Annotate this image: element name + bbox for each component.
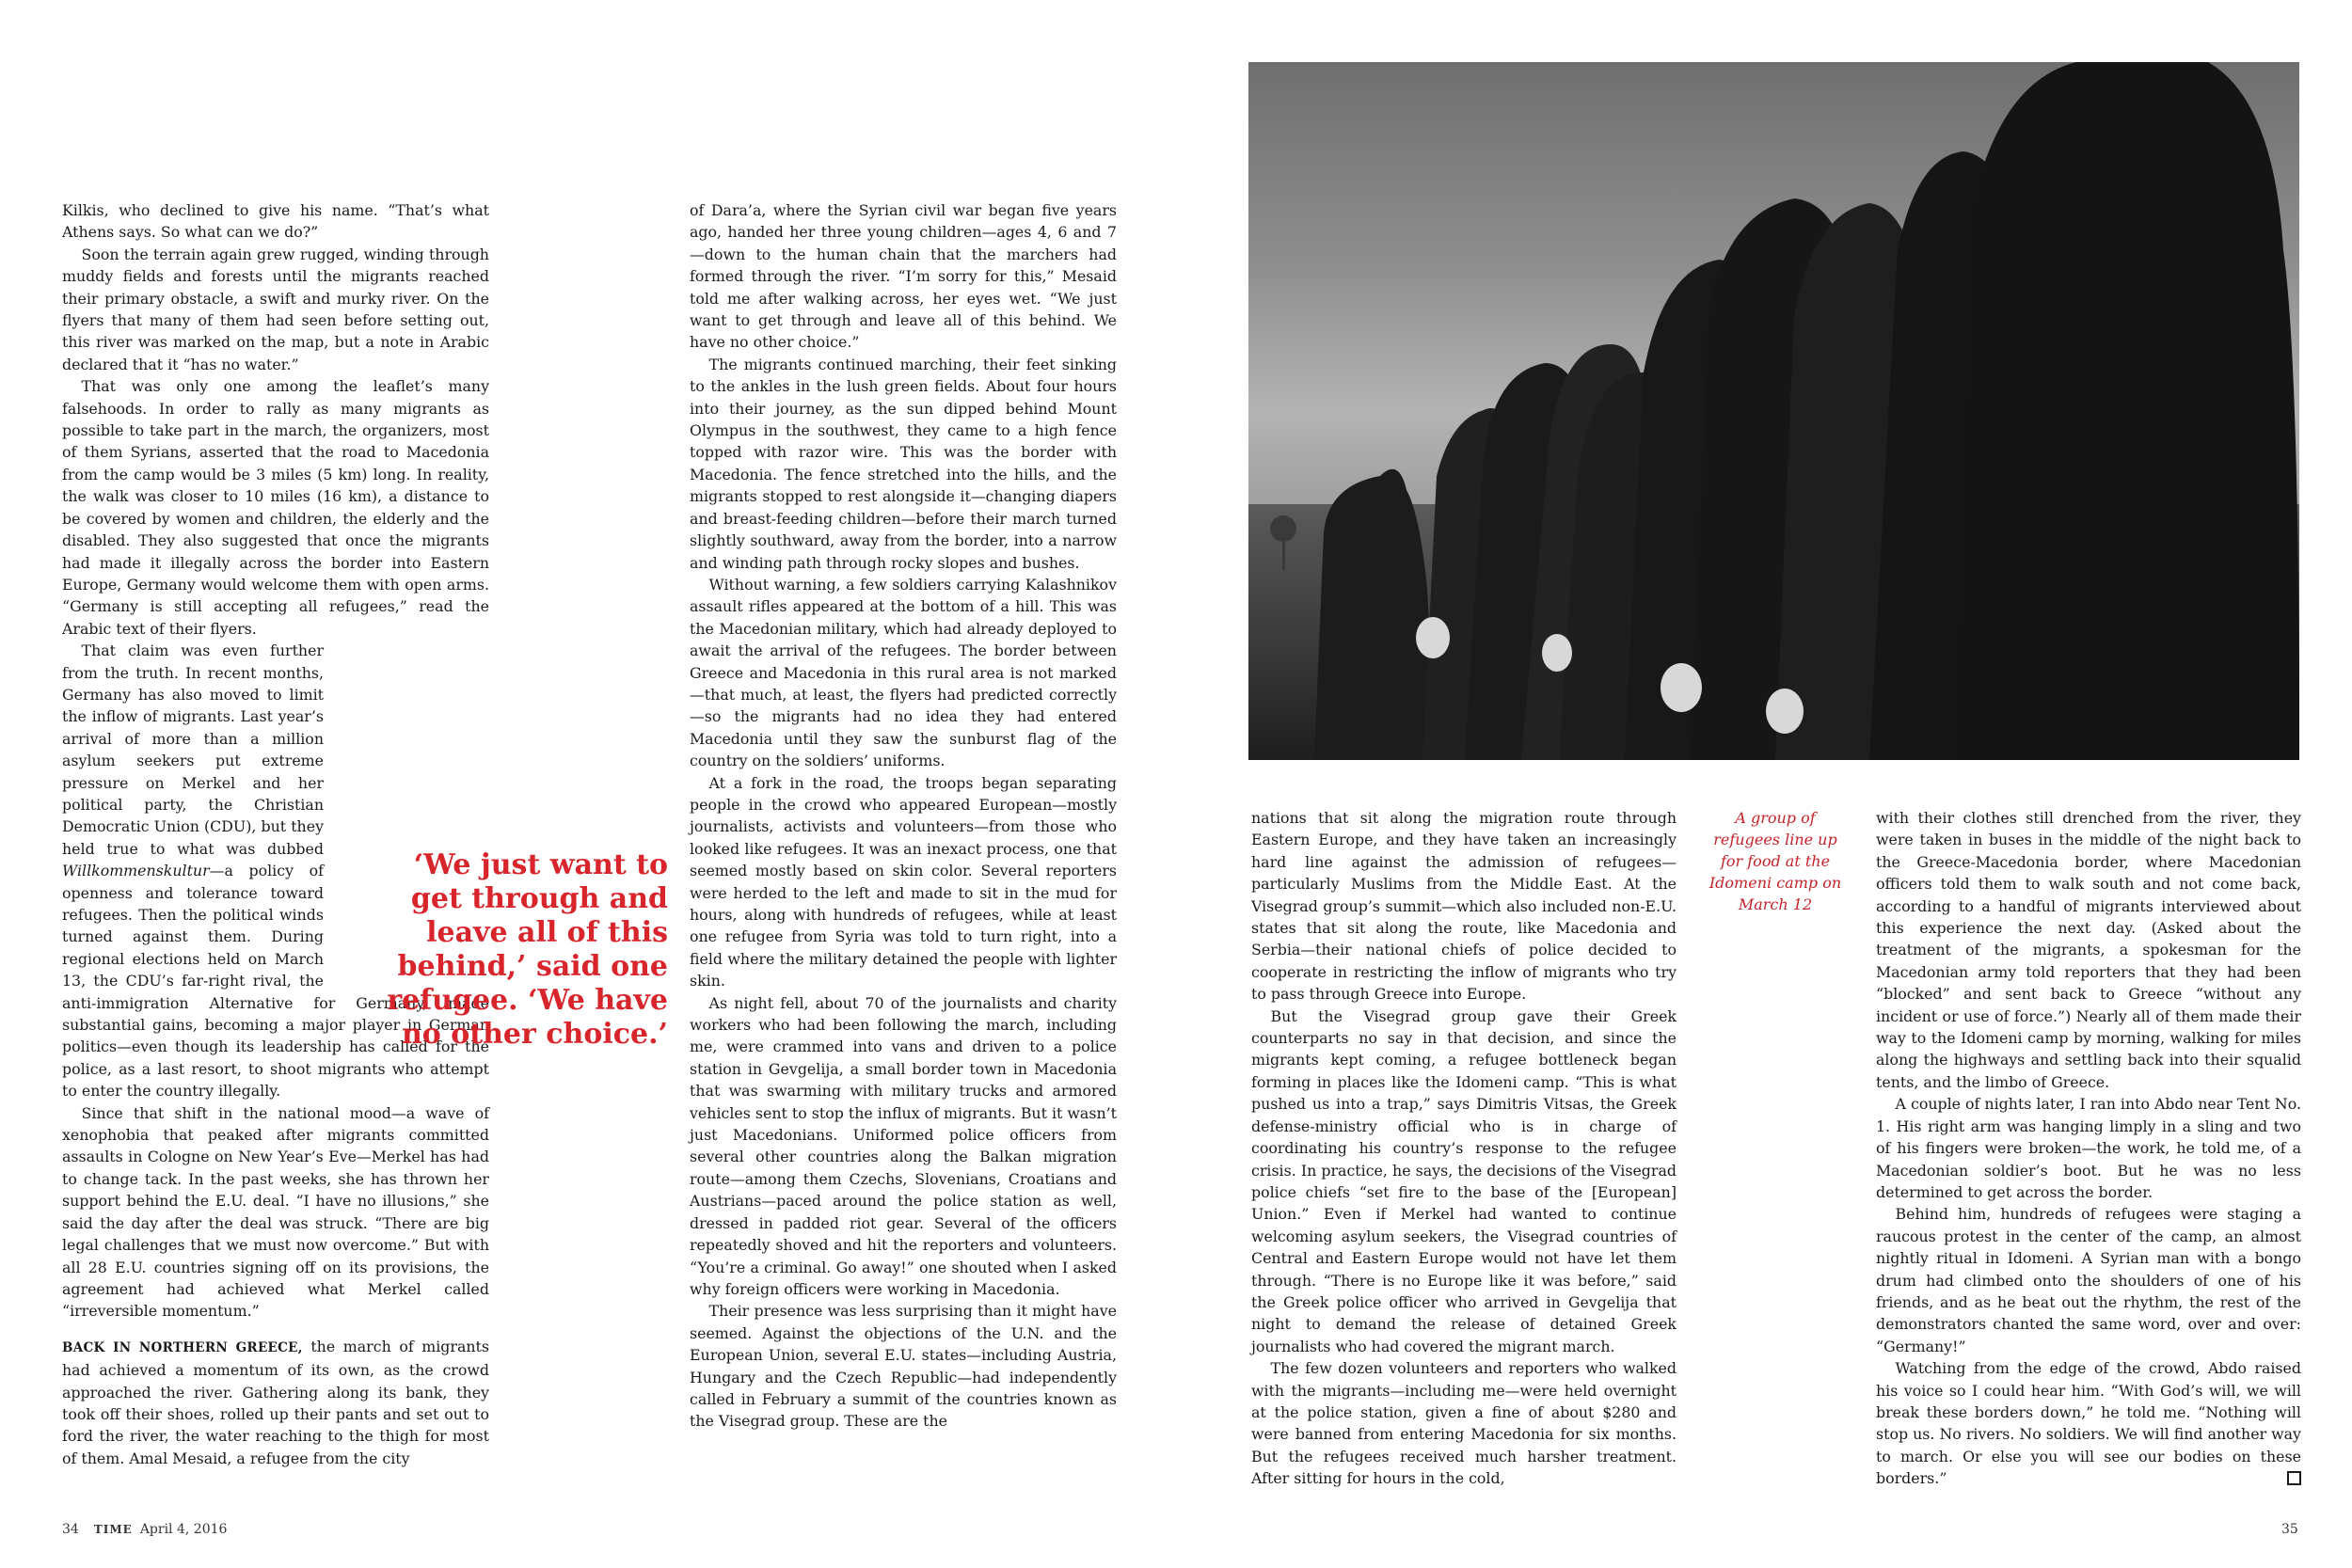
- issue-date: April 4, 2016: [139, 1522, 228, 1537]
- paragraph-text: Watching from the edge of the crowd, Abdo raised his voice so I could hear him. “With God’s will, we will break these borders down,” he told me. “Nothing will stop us. No rivers. No soldiers. We will find another way to march. Or else you will see our bodies on these borders.”: [1876, 1359, 2301, 1488]
- paragraph: Soon the terrain again grew rugged, winding through muddy fields and forests until the migrants reached their primary obstacle, a swift and murky river. On the flyers that many of them had seen before setting out, this river was marked on the map, but a note in Arabic declared that it “has no water.”: [62, 245, 489, 373]
- paragraph: The migrants continued marching, their feet sinking to the ankles in the lush green fields. About four hours into their journey, as the sun dipped behind Mount Olympus in the southwest, they came to a high fence topped with razor wire. This was the border with Macedonia. The fence stretched into the hills, and the migrants stopped to rest alongside it—changing diapers and breast-feeding children—before their march turned slightly southward, away from the border, into a narrow and winding path through rocky slopes and bushes.: [690, 355, 1117, 572]
- article-column-3: [1251, 807, 1677, 1490]
- paragraph-text: —a policy of openness and tolerance toward refugees. Then the political winds turned against them. During regional elections held on March 13, the CDU’s far-right rival, the anti-immigration Alternative for Germany, made substantial gains, becoming a major player in German politics—even though its leadership has called for the police, as a last resort, to shoot migrants who attempt to enter the country illegally.: [62, 862, 489, 1101]
- paragraph: Without warning, a few soldiers carrying Kalashnikov assault rifles appeared at the bottom of a hill. This was the Macedonian military, which had already deployed to await the arrival of the refugees. The border between Greece and Macedonia in this rural area is not marked—that much, at least, the flyers had predicted correctly—so the migrants had no idea they had entered Macedonia until they saw the sunburst flag of the country on the soldiers’ uniforms.: [690, 575, 1117, 770]
- end-of-story-icon: [2287, 1471, 2301, 1485]
- photo-illustration: [1248, 62, 2299, 760]
- paragraph: That was only one among the leaflet’s many falsehoods. In order to rally as many migrants as possible to take part in the march, the organizers, most of them Syrians, asserted that the road to Macedonia from the camp would be 3 miles (5 km) long. In reality, the walk was closer to 10 miles (16 km), a distance to be covered by women and children, the elderly and the disabled. They also suggested that once the migrants had made it illegally across the border into Eastern Europe, Germany would welcome them with open arms. “Germany is still accepting all refugees,” read the Arabic text of their flyers.: [62, 377, 489, 638]
- paragraph: But the Visegrad group gave their Greek counterparts no say in that decision, and since the migrants kept coming, a refugee bottleneck began forming in places like the Idomeni camp. “This is what pushed us into a trap,” says Dimitris Vitsas, the Greek defense-ministry official who is in charge of coordinating his country’s response to the refugee crisis. In practice, he says, the decisions of the Visegrad police chiefs “set fire to the base of the [European] Union.” Even if Merkel had wanted to continue welcoming asylum seekers, the Visegrad countries of Central and Eastern Europe would not have let them through. “There is no Europe like it was before,” said the Greek police officer who arrived in Gevgelija that night to demand the release of detained Greek journalists who had covered the migrant march.: [1251, 1006, 1677, 1355]
- page-number-left: 34: [62, 1522, 79, 1537]
- section-lead-in: BACK IN NORTHERN GREECE,: [62, 1339, 303, 1355]
- paragraph: Their presence was less surprising than it might have seemed. Against the objections of the U.N. and the European Union, several E.U. states—including Austria, Hungary and the Czech Republic—had independently called in February a summit of the countries known as the Visegrad group. These are the: [690, 1302, 1117, 1431]
- paragraph: As night fell, about 70 of the journalists and charity workers who had been following the march, including me, were crammed into vans and driven to a police station in Gevgelija, a small border town in Macedonia that was swarming with military trucks and armored vehicles sent to stop the influx of migrants. But it wasn’t just Macedonians. Uniformed police officers from several other countries along the Balkan migration route—among them Czechs, Slovenians, Croatians and Austrians—paced around the police station as well, dressed in padded riot gear. Several of the officers repeatedly shoved and hit the reporters and volunteers. “You’re a criminal. Go away!” one shouted when I asked why foreign officers were working in Macedonia.: [690, 993, 1117, 1298]
- paragraph: Kilkis, who declined to give his name. “That’s what Athens says. So what can we do?”: [62, 201, 489, 242]
- photo-caption: A group of refugees line up for food at the Idomeni camp on March 12: [1708, 809, 1842, 913]
- section-paragraph: [62, 1336, 489, 1469]
- paragraph: of Dara’a, where the Syrian civil war began five years ago, handed her three young children—ages 4, 6 and 7—down to the human chain that the marchers had formed through the river. “I’m sorry for this,” Mesaid told me after walking across, her eyes wet. “We just want to get through and leave all of this behind. We have no other choice.”: [690, 201, 1117, 352]
- page-number-right: 35: [2281, 1522, 2298, 1537]
- paragraph: Behind him, hundreds of refugees were staging a raucous protest in the center of the camp, an almost nightly ritual in Idomeni. A Syrian man with a bongo drum had climbed onto the shoulders of one of his friends, and as he beat out the rhythm, the rest of the demonstrators chanted the same word, over and over: “Germany!”: [1876, 1205, 2301, 1355]
- paragraph-text: the march of migrants had achieved a momentum of its own, as the crowd approached the river. Gathering along its bank, they took off their shoes, rolled up their pants and set out to ford the river, the water reaching to the thigh for most of them. Amal Mesaid, a refugee from the city: [62, 1337, 489, 1467]
- paragraph: Since that shift in the national mood—a wave of xenophobia that peaked after migrants committed assaults in Cologne on New Year’s Eve—Merkel has had to change tack. In the past weeks, she has thrown her support behind the E.U. deal. “I have no illusions,” she said the day after the deal was struck. “There are big legal challenges that we must now overcome.” But with all 28 E.U. countries signing off on its provisions, the agreement had achieved what Merkel called “irreversible momentum.”: [62, 1103, 489, 1321]
- article-column-1: [62, 199, 489, 1469]
- pull-quote: ‘We just want to get through and leave all of this behind,’ said one refugee. ‘We have no other choice.’: [387, 848, 668, 1051]
- magazine-name: TIME: [93, 1523, 133, 1536]
- article-column-2: [690, 199, 1117, 1433]
- paragraph: [1876, 1357, 2301, 1489]
- photo-refugees-line: [1248, 62, 2299, 760]
- paragraph: The few dozen volunteers and reporters who walked with the migrants—including me—were held overnight at the police station, given a fine of about $280 and were banned from entering Macedonia for six months. But the refugees received much harsher treatment. After sitting for hours in the cold,: [1251, 1359, 1677, 1488]
- emphasis-text: Willkommenskultur: [62, 862, 210, 880]
- folio-left: [62, 1522, 227, 1537]
- paragraph: with their clothes still drenched from the river, they were taken in buses in the middle of the night back to the Greece-Macedonia border, where Macedonian officers told them to walk south and not come back, according to a handful of migrants interviewed about this experience the next day. (Asked about the treatment of the migrants, a spokesman for the Macedonian army told reporters that they had been “blocked” and sent back to Greece “without any incident or use of force.”) Nearly all of them made their way to the Idomeni camp by morning, walking for miles along the highways and settling back into their squalid tents, and the limbo of Greece.: [1876, 809, 2301, 1091]
- article-column-4: [1876, 807, 2301, 1490]
- paragraph-text: That claim was even further from the truth. In recent months, Germany has also moved to limit the inflow of migrants. Last year’s arrival of more than a million asylum seekers put extreme pressure on Merkel and her political party, the Christian Democratic Union (CDU), but they held true to what was dubbed: [62, 641, 324, 858]
- paragraph: nations that sit along the migration route through Eastern Europe, and they have taken an increasingly hard line against the admission of refugees—particularly Muslims from the Middle East. At the Visegrad group’s summit—which also included non-E.U. states that sit along the route, like Macedonia and Serbia—their national chiefs of police decided to cooperate in restricting the inflow of migrants who try to pass through Greece into Europe.: [1251, 809, 1677, 1004]
- paragraph: A couple of nights later, I ran into Abdo near Tent No. 1. His right arm was hanging limply in a sling and two of his fingers were broken—the work, he told me, of a Macedonian soldier’s boot. But he was no less determined to get across the border.: [1876, 1095, 2301, 1201]
- paragraph: At a fork in the road, the troops began separating people in the crowd who appeared European—mostly journalists, activists and volunteers—from those who looked like refugees. It was an inexact process, one that seemed mostly based on skin color. Several reporters were herded to the left and made to sit in the mud for hours, along with hundreds of refugees, while at least one refugee from Syria was told to turn right, into a field where the military detained the people with lighter skin.: [690, 773, 1117, 990]
